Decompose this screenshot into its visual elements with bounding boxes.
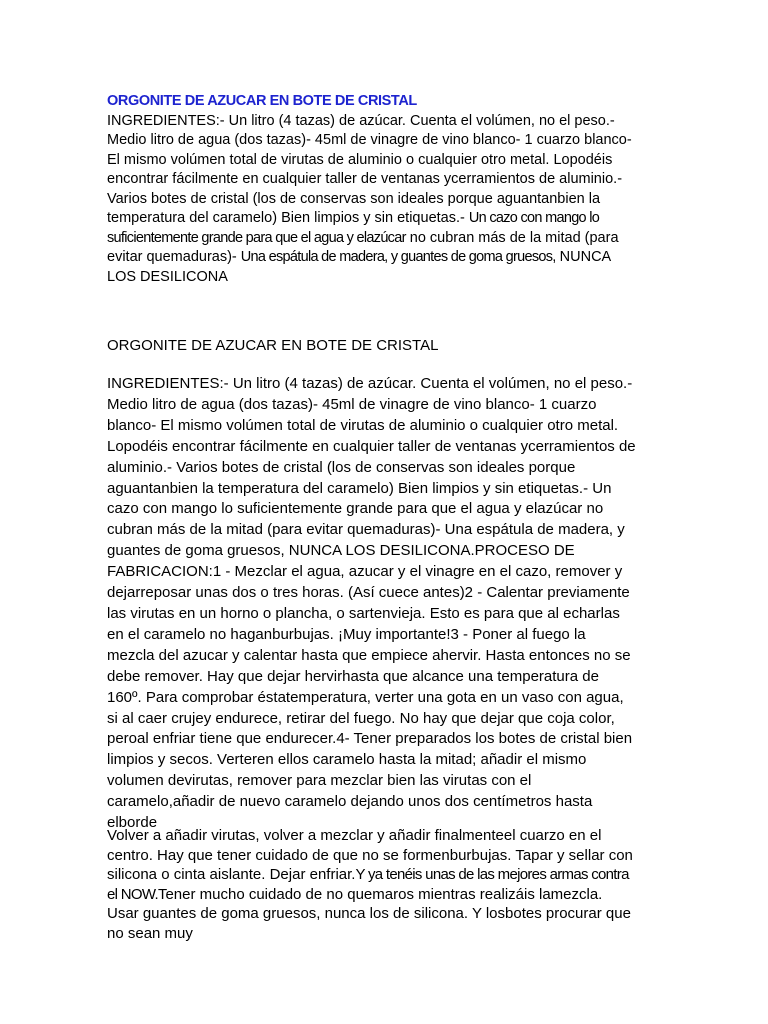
section-3-text-b: Y ya tenéis unas de las mejores armas contra el NOW. <box>107 866 629 903</box>
section-3-text-c: Tener mucho cuidado de no quemaros mientras realizáis lamezcla. Usar guantes de goma gruesos, nunca los de silicona. Y losbotes procurar que no sean muy <box>107 885 631 942</box>
section-1-text-a: INGREDIENTES:- Un litro (4 tazas) de azúcar. Cuenta el volúmen, no el peso.- Medio litro de agua (dos tazas)- 45ml de vinagre de vino blanco- 1 cuarzo blanco- El mismo volúmen total de virutas de aluminio o cualquier otro metal. Lopodéis encontrar fácilmente en cualquier taller de ventanas ycerramientos de aluminio.- Varios botes de cristal (los de conservas son ideales porque aguantanbien la temperatura del caramelo) Bien limpios y sin etiquetas.- <box>107 112 632 226</box>
section-1-paragraph <box>107 112 637 288</box>
section-2-title: ORGONITE DE AZUCAR EN BOTE DE CRISTAL <box>107 337 439 354</box>
section-1 <box>107 92 637 287</box>
section-3-text-a: Volver a añadir virutas, volver a mezclar y añadir finalmenteel cuarzo en el centro. Hay que tener cuidado de que no se formenburbujas. Tapar y sellar con silicona o cinta aislante. Dejar enfriar. <box>107 827 633 883</box>
section-3-paragraph <box>107 826 637 943</box>
section-1-text-c: no cubran más de la mitad (para evitar quemaduras)- <box>107 229 619 265</box>
section-1-text-d: Una espátula de madera, y guantes de goma gruesos, <box>240 249 556 265</box>
section-1-text-b: Un cazo con mango lo suficientemente grande para que el agua y elazúcar <box>107 210 600 246</box>
section-3 <box>107 826 637 943</box>
section-1-text-e: NUNCA LOS DESILICONA <box>107 249 611 285</box>
section-2 <box>107 374 637 834</box>
section-2-paragraph: INGREDIENTES:- Un litro (4 tazas) de azúcar. Cuenta el volúmen, no el peso.- Medio litro de agua (dos tazas)- 45ml de vinagre de vino blanco- 1 cuarzo blanco- El mismo volúmen total de virutas de aluminio o cualquier otro metal. Lopodéis encontrar fácilmente en cualquier taller de ventanas ycerramientos de aluminio.- Varios botes de cristal (los de conservas son ideales porque aguantanbien la temperatura del caramelo) Bien limpios y sin etiquetas.- Un cazo con mango lo suficientemente grande para que el agua y elazúcar no cubran más de la mitad (para evitar quemaduras)- Una espátula de madera, y guantes de goma gruesos, NUNCA LOS DESILICONA.PROCESO DE FABRICACION:1 - Mezclar el agua, azucar y el vinagre en el cazo, remover y dejarreposar unas dos o tres horas. (Así cuece antes)2 - Calentar previamente las virutas en un horno o plancha, o sartenvieja. Esto es para que al echarlas en el caramelo no haganburbujas. ¡Muy importante!3 - Poner al fuego la mezcla del azucar y calentar hasta que empiece ahervir. Hasta entonces no se debe remover. Hay que dejar hervirhasta que alcance una temperatura de 160º. Para comprobar éstatemperatura, verter una gota en un vaso con agua, si al caer crujey endurece, retirar del fuego. No hay que dejar que coja color, peroal enfriar tiene que endurecer.4- Tener preparados los botes de cristal bien limpios y secos. Verteren ellos caramelo hasta la mitad; añadir el mismo volumen devirutas, remover para mezclar bien las virutas con el caramelo,añadir de nuevo caramelo dejando unos dos centímetros hasta elborde <box>107 375 636 832</box>
section-1-title: ORGONITE DE AZUCAR EN BOTE DE CRISTAL <box>107 93 417 109</box>
